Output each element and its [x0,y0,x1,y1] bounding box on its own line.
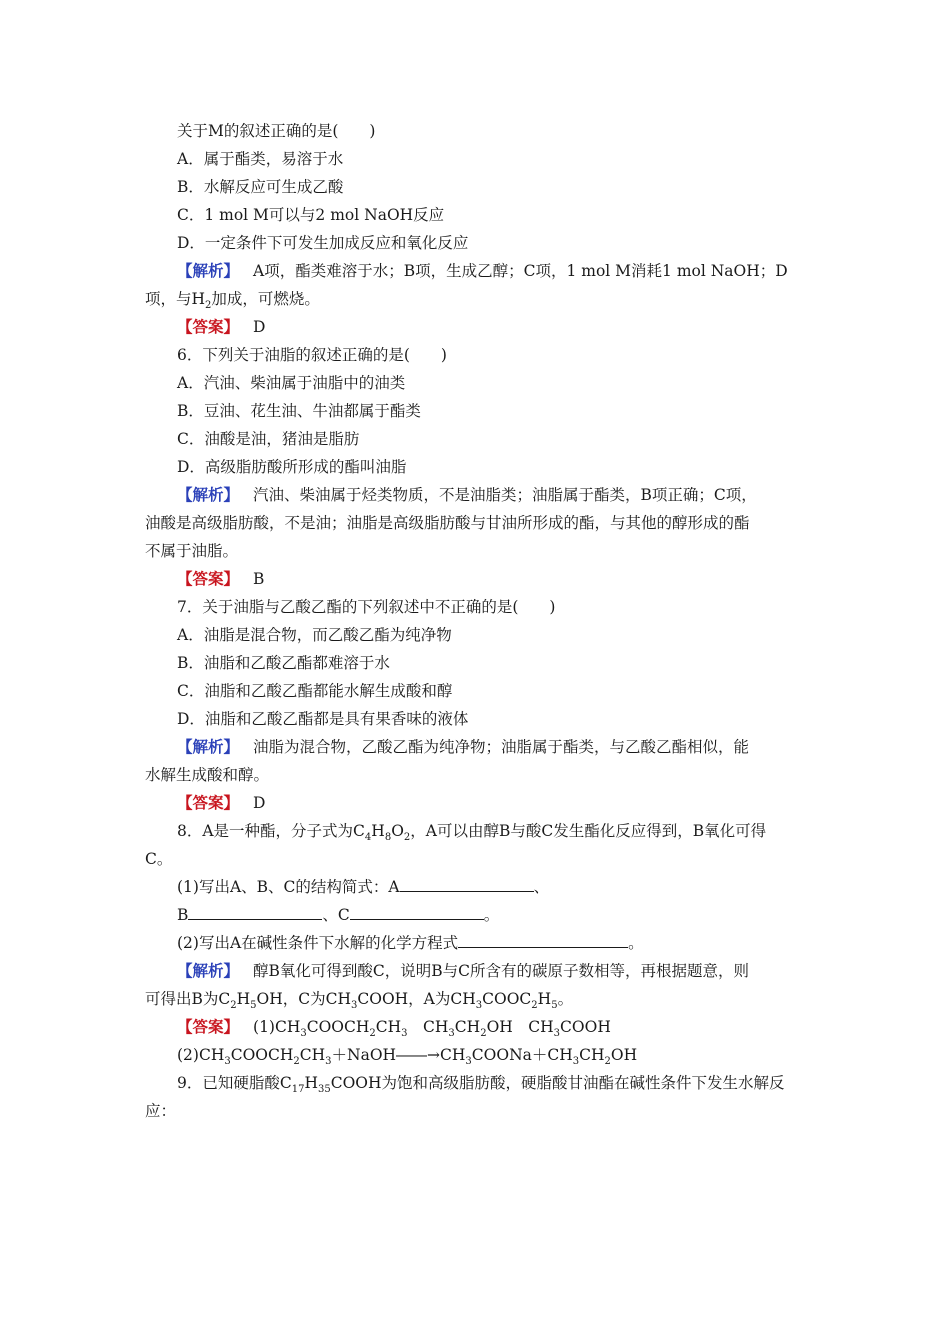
q6-option-c: C．油酸是油，猪油是脂肪 [177,430,360,448]
q7-stem: 7．关于油脂与乙酸乙酯的下列叙述中不正确的是( ) [177,598,556,616]
analysis-tag: 【解析】 [177,961,240,980]
q7-option-b: B．油脂和乙酸乙酯都难溶于水 [177,654,390,672]
q7-option-a: A．油脂是混合物，而乙酸乙酯为纯净物 [177,626,452,644]
q8-stem-cont: C。 [145,850,173,868]
q9-stem: 9．已知硬脂酸$C_{17}H_{35}COOH$为饱和高级脂肪酸，硬脂酸甘油酯在碱性条件下发生水解反 [177,1074,785,1096]
q7-analysis: 【解析】 油脂为混合物，乙酸乙酯为纯净物；油脂属于酯类，与乙酸乙酯相似，能 [177,737,750,756]
q5-option-b: B．水解反应可生成乙酸 [177,178,344,196]
q7-option-c: C．油脂和乙酸乙酯都能水解生成酸和醇 [177,682,453,700]
q8-stem: 8．A是一种酯，分子式为$C_4H_8O_2$，A可以由醇B与酸C发生酯化反应得到，B氧化可得 [177,822,767,844]
q7-analysis-cont: 水解生成酸和醇。 [145,766,270,784]
q6-answer: 【答案】 B [177,569,265,588]
analysis-tag: 【解析】 [177,737,240,756]
q6-option-d: D．高级脂肪酸所形成的酯叫油脂 [177,458,407,476]
q6-option-a: A．汽油、柴油属于油脂中的油类 [177,374,406,392]
q5-analysis-cont: 项，与$H_2$加成，可燃烧。 [145,290,320,312]
answer-tag: 【答案】 [177,317,240,336]
q8-answer: 【答案】 $(1)CH_3COOCH_2CH_3$ $CH_3CH_2OH$ $CH_3COOH$ [177,1017,611,1040]
q8-analysis-cont: 可得出B为$C_2H_5OH$，C为$CH_3COOH$，A为$CH_3COOC_2H_5$。 [145,990,574,1012]
q5-stem: 关于M的叙述正确的是( ) [177,122,376,140]
q5-option-d: D．一定条件下可发生加成反应和氧化反应 [177,234,469,252]
q9-stem-cont: 应： [145,1102,177,1120]
q7-answer: 【答案】 D [177,793,266,812]
q5-answer: 【答案】 D [177,317,266,336]
q8-sub1-cont: B 、C 。 [177,906,500,924]
q8-sub1: (1)写出A、B、C的结构简式：A 、 [177,878,550,896]
q6-analysis-cont-1: 油酸是高级脂肪酸，不是油；油脂是高级脂肪酸与甘油所形成的酯，与其他的醇形成的酯 [145,514,750,532]
q6-analysis: 【解析】 汽油、柴油属于烃类物质，不是油脂类；油脂属于酯类，B项正确；C项， [177,485,757,504]
answer-blank-b[interactable] [188,905,322,920]
answer-blank-equation[interactable] [458,933,628,948]
q7-option-d: D．油脂和乙酸乙酯都是具有果香味的液体 [177,710,469,728]
answer-blank-a[interactable] [400,877,534,892]
q6-analysis-cont-2: 不属于油脂。 [145,542,239,560]
analysis-tag: 【解析】 [177,485,240,504]
q8-analysis: 【解析】 醇B氧化可得到酸C，说明B与C所含有的碳原子数相等，再根据题意，则 [177,961,750,980]
answer-tag: 【答案】 [177,569,240,588]
q5-option-c: C．1 mol M可以与2 mol NaOH反应 [177,206,445,224]
q5-analysis: 【解析】 A项，酯类难溶于水；B项，生成乙醇；C项，1 mol M消耗1 mol NaOH；D [177,261,788,280]
q6-option-b: B．豆油、花生油、牛油都属于酯类 [177,402,421,420]
q6-stem: 6．下列关于油脂的叙述正确的是( ) [177,346,447,364]
q8-sub2: (2)写出A在碱性条件下水解的化学方程式 。 [177,934,644,952]
q5-option-a: A．属于酯类，易溶于水 [177,150,344,168]
q8-answer-equation: $(2)CH_3COOCH_2CH_3+NaOH――\to CH_3COONa+CH_3CH_2OH$ [177,1046,638,1068]
analysis-tag: 【解析】 [177,261,240,280]
answer-tag: 【答案】 [177,1017,240,1036]
answer-tag: 【答案】 [177,793,240,812]
answer-blank-c[interactable] [350,905,484,920]
